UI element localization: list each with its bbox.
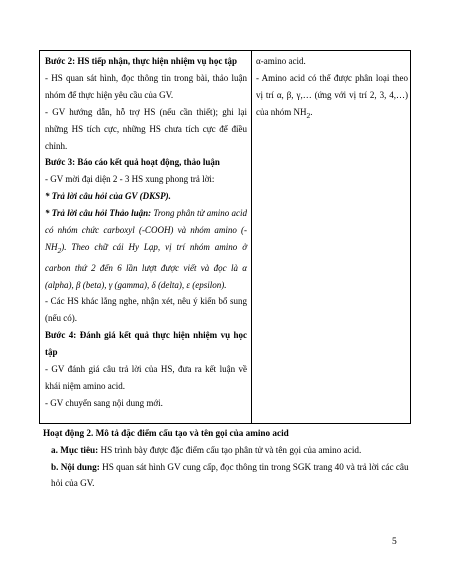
page-number: 5 — [392, 537, 397, 547]
answer-discussion — [45, 205, 247, 293]
content-text: HS quan sát hình GV cung cấp, đọc thông tin trong SGK trang 40 và trả lời các câu hỏi của GV. — [51, 461, 409, 489]
step4-line2: - GV chuyển sang nội dung mới. — [45, 397, 163, 408]
column-divider — [251, 51, 252, 423]
table-left-column — [45, 53, 247, 412]
answer-discussion-text-a: Trong phân tử amino acid có nhóm chức carboxyl (-COOH) và nhóm amino (-NH — [45, 208, 247, 252]
goal-paragraph — [43, 442, 413, 459]
right-line2-text-a: - Amino acid có thể được phân loại theo vị trí α, β, γ,… (ứng với vị trí 2, 3, 4,…) của nhóm NH — [256, 72, 408, 117]
step2-heading: Bước 2: HS tiếp nhận, thực hiện nhiệm vụ học tập — [45, 56, 238, 66]
step3-line2: - Các HS khác lắng nghe, nhận xét, nêu ý kiến bổ sung (nếu có). — [45, 296, 247, 324]
step3-line1: - GV mời đại diện 2 - 3 HS xung phong trả lời: — [45, 174, 215, 185]
right-line1: α-amino acid. — [256, 56, 306, 66]
activity-table — [39, 50, 411, 424]
answer-gv: * Trả lời câu hỏi của GV (DKSP). — [45, 191, 171, 202]
right-line2-subscript: 2 — [306, 110, 311, 120]
step2-line2: - GV hướng dẫn, hỗ trợ HS (nếu cần thiết); ghi lại những HS tích cực, những HS chưa tích cực để điều chỉnh. — [45, 106, 247, 151]
step4-heading: Bước 4: Đánh giá kết quả thực hiện nhiệm vụ học tập — [45, 330, 247, 358]
answer-discussion-text-b: ). Theo chữ cái Hy Lạp, vị trí nhóm amino ở carbon thứ 2 đến 6 lần lượt được viết và đọc là α (alpha), β (beta), γ (gamma), δ (delta), ε (epsilon). — [45, 241, 247, 290]
goal-label: a. Mục tiêu: — [51, 444, 99, 455]
answer-discussion-label: * Trả lời câu hỏi Thảo luận: — [45, 208, 152, 219]
answer-discussion-subscript: 2 — [57, 245, 62, 255]
step2-line1: - HS quan sát hình, đọc thông tin trong bài, thảo luận nhóm để thực hiện yêu cầu của GV. — [45, 72, 247, 100]
right-line2-text-b: . — [310, 106, 313, 117]
content-label: b. Nội dung: — [51, 461, 100, 472]
step4-line1: - GV đánh giá câu trả lời của HS, đưa ra kết luận về khái niệm amino acid. — [45, 364, 247, 392]
table-right-column — [256, 53, 408, 124]
activity2-heading: Hoạt động 2. Mô tả đặc điểm cấu tạo và tên gọi của amino acid — [43, 428, 289, 438]
activity2-section — [43, 425, 413, 492]
step3-heading: Bước 3: Báo cáo kết quả hoạt động, thảo luận — [45, 157, 220, 168]
content-paragraph — [43, 459, 413, 493]
goal-text: HS trình bày được đặc điểm cấu tạo phân tử và tên gọi của amino acid. — [98, 444, 362, 455]
right-line2 — [256, 70, 408, 125]
